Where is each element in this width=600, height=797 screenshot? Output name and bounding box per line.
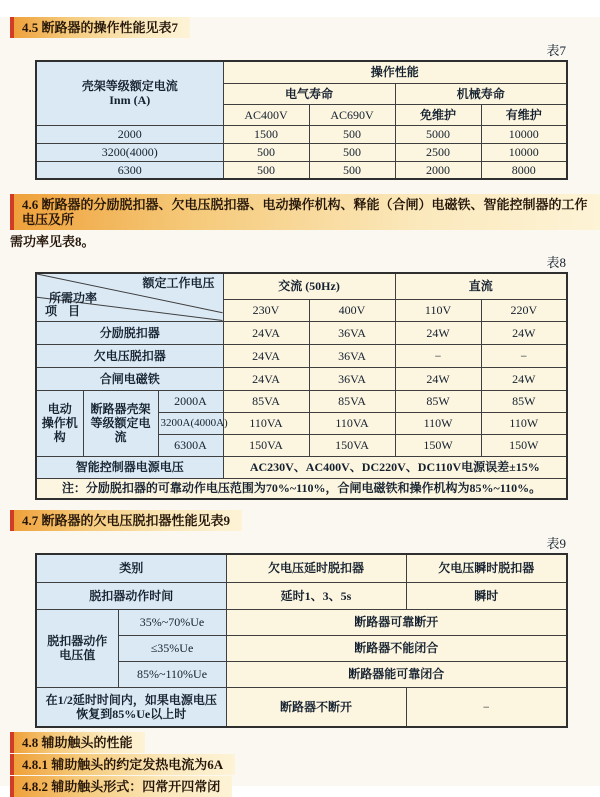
table8-diagonal-cell xyxy=(36,273,223,321)
delay-release-header: 欠电压延时脱扣器 xyxy=(226,554,406,582)
row-label: 6300A xyxy=(158,434,223,456)
value-cell: 24VA xyxy=(223,344,309,367)
table8-col-header: 400V xyxy=(309,299,395,321)
table8-caption: 表8 xyxy=(546,255,566,270)
document-page xyxy=(0,17,600,794)
action-voltage-label xyxy=(36,609,118,687)
table7-col-header: AC690V xyxy=(309,104,395,125)
section-heading-4-5: 4.5 断路器的操作性能见表7 xyxy=(10,17,190,38)
table8-ac-group-header: 交流 (50Hz) xyxy=(223,273,395,299)
recovery-line2: 恢复到85%Ue以上时 xyxy=(76,706,187,721)
value-cell: 24W xyxy=(395,367,481,390)
row-label: 分励脱扣器 xyxy=(36,321,223,344)
diag-label-power: 所需功率 xyxy=(49,291,98,305)
value-cell: 500 xyxy=(309,143,395,161)
controller-value: AC230V、AC400V、DC220V、DC110V电源误差±15% xyxy=(223,456,567,478)
table7-mechanical-life-header: 机械寿命 xyxy=(395,83,567,104)
table8-note-row xyxy=(36,478,567,499)
section-heading-4-8: 4.8 辅助触头的性能 xyxy=(10,732,145,753)
diag-label-voltage: 额定工作电压 xyxy=(142,276,215,290)
result-cell: − xyxy=(406,687,567,727)
value-cell: 150VA xyxy=(309,434,395,456)
table7 xyxy=(35,60,568,180)
corner-line1: 壳架等级额定电流 xyxy=(81,79,178,94)
table9-row xyxy=(36,582,567,609)
value-cell: 36VA xyxy=(309,321,395,344)
range-cell: ≤35%Ue xyxy=(118,635,226,661)
value-cell: − xyxy=(481,344,567,367)
table-note: 注：分励脱扣器的可靠动作电压范围为70%~110%，合闸电磁铁和操作机构为85%~110%。 xyxy=(36,478,567,499)
controller-label: 智能控制器电源电压 xyxy=(36,456,223,478)
value-cell: − xyxy=(395,344,481,367)
value-cell: 24W xyxy=(481,321,567,344)
table9-voltage-row xyxy=(36,609,567,635)
value-cell: 24W xyxy=(481,367,567,390)
value-cell: 85VA xyxy=(309,390,395,412)
row-label: 2000A xyxy=(158,390,223,412)
section-heading-4-6: 4.6 断路器的分励脱扣器、欠电压脱扣器、电动操作机构、释能（合闸）电磁铁、智能控制器的工作电压及所 xyxy=(10,194,600,230)
value-cell: 150W xyxy=(481,434,567,456)
value-cell: 24VA xyxy=(223,321,309,344)
instant-release-header: 欠电压瞬时脱扣器 xyxy=(406,554,567,582)
table8-dc-group-header: 直流 xyxy=(395,273,567,299)
frame-label-line1: 断路器壳架 xyxy=(90,402,151,416)
table7-col-header: AC400V xyxy=(223,104,309,125)
result-cell: 断路器能可靠闭合 xyxy=(226,661,567,687)
frame-label-line2: 等级额定电流 xyxy=(90,416,151,444)
table7-row xyxy=(36,161,567,179)
value-cell: 2000 xyxy=(395,161,481,179)
diag-label-item: 项 目 xyxy=(45,303,85,318)
row-label: 欠电压脱扣器 xyxy=(36,344,223,367)
recovery-condition-label xyxy=(36,687,226,727)
value-cell: 10000 xyxy=(481,125,567,143)
value-cell: 24W xyxy=(395,321,481,344)
table8-row xyxy=(36,367,567,390)
section-heading-4-8-2: 4.8.2 辅助触头形式：四常开四常闭 xyxy=(10,776,232,797)
value-cell: 500 xyxy=(223,143,309,161)
value-cell: 85VA xyxy=(223,390,309,412)
value-cell: 110VA xyxy=(223,412,309,434)
table7-col-header: 免维护 xyxy=(395,104,481,125)
motor-label-line2: 操作机构 xyxy=(41,416,78,444)
result-cell: 断路器可靠断开 xyxy=(226,609,567,635)
result-cell: 断路器不断开 xyxy=(226,687,406,727)
row-label: 合闸电磁铁 xyxy=(36,367,223,390)
row-label: 2000 xyxy=(36,125,223,143)
table8-row xyxy=(36,321,567,344)
table8-header-row-1 xyxy=(36,273,567,299)
table9-last-row xyxy=(36,687,567,727)
value-cell: 500 xyxy=(223,161,309,179)
value-cell: 110W xyxy=(395,412,481,434)
recovery-line1: 在1/2延时时间内，如果电源电压 xyxy=(45,692,217,707)
table7-row xyxy=(36,125,567,143)
table7-header-row-1 xyxy=(36,61,567,83)
value-cell: 110W xyxy=(481,412,567,434)
value-cell: 10000 xyxy=(481,143,567,161)
corner-line2: Inm (A) xyxy=(109,93,151,108)
table9-caption: 表9 xyxy=(546,536,566,551)
value-cell: 36VA xyxy=(309,344,395,367)
value-cell: 瞬时 xyxy=(406,582,567,609)
table8-controller-row xyxy=(36,456,567,478)
table9 xyxy=(35,553,568,728)
table7-op-header: 操作性能 xyxy=(223,61,567,83)
table7-caption: 表7 xyxy=(546,43,566,58)
table8-row xyxy=(36,344,567,367)
table8-col-header: 230V xyxy=(223,299,309,321)
row-label: 6300 xyxy=(36,161,223,179)
value-cell: 8000 xyxy=(481,161,567,179)
value-cell: 85W xyxy=(481,390,567,412)
section-heading-4-7: 4.7 断路器的欠电压脱扣器性能见表9 xyxy=(10,510,242,531)
section-heading-4-6-wrap: 需功率见表8。 xyxy=(10,234,95,249)
value-cell: 1500 xyxy=(223,125,309,143)
category-label: 类别 xyxy=(36,554,226,582)
value-cell: 85W xyxy=(395,390,481,412)
range-cell: 85%~110%Ue xyxy=(118,661,226,687)
section-heading-4-8-1: 4.8.1 辅助触头的约定发热电流为6A xyxy=(10,754,235,775)
table9-header-row xyxy=(36,554,567,582)
value-cell: 延时1、3、5s xyxy=(226,582,406,609)
row-label: 3200A(4000A) xyxy=(158,412,223,434)
value-cell: 150W xyxy=(395,434,481,456)
value-cell: 5000 xyxy=(395,125,481,143)
table8 xyxy=(35,272,568,500)
value-cell: 500 xyxy=(309,161,395,179)
value-cell: 500 xyxy=(309,125,395,143)
frame-current-label xyxy=(83,390,158,456)
row-label: 3200(4000) xyxy=(36,143,223,161)
table8-motor-row xyxy=(36,390,567,412)
voltage-label-line1: 脱扣器动作 xyxy=(47,634,108,648)
range-cell: 35%~70%Ue xyxy=(118,609,226,635)
result-cell: 断路器不能闭合 xyxy=(226,635,567,661)
table7-corner-cell xyxy=(36,61,223,125)
table7-row xyxy=(36,143,567,161)
table8-col-header: 220V xyxy=(481,299,567,321)
value-cell: 24VA xyxy=(223,367,309,390)
value-cell: 36VA xyxy=(309,367,395,390)
value-cell: 2500 xyxy=(395,143,481,161)
table7-electrical-life-header: 电气寿命 xyxy=(223,83,395,104)
action-time-label: 脱扣器动作时间 xyxy=(36,582,226,609)
value-cell: 110VA xyxy=(309,412,395,434)
table8-col-header: 110V xyxy=(395,299,481,321)
table7-col-header: 有维护 xyxy=(481,104,567,125)
voltage-label-line2: 电压值 xyxy=(59,648,96,662)
motor-label-line1: 电动 xyxy=(47,402,72,416)
value-cell: 150VA xyxy=(223,434,309,456)
motor-mechanism-label xyxy=(36,390,83,456)
